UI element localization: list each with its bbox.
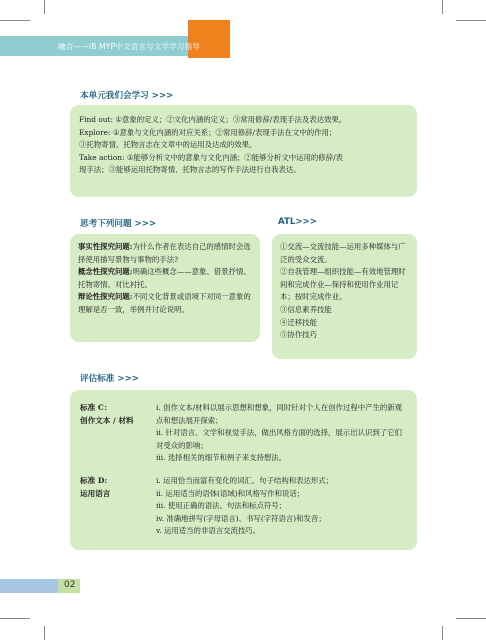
criterion-item: i. 运用恰当而富有变化的词汇、句子结构和表达形式；	[156, 475, 334, 485]
criterion-item: ii. 运用适当的语体(语域)和风格写作和说话；	[156, 488, 305, 498]
criterion-label: 标准 D:	[80, 475, 108, 485]
crop-mark	[442, 626, 443, 640]
learn-line: ③托物寄情、托物言志在文章中的运用及达成的效果。	[79, 140, 257, 150]
criterion-d	[80, 475, 407, 538]
criterion-item: iv. 准确地拼写(字母语言)、书写(字符语言)和发音；	[156, 513, 326, 523]
criterion-label: 标准 C：	[80, 403, 112, 412]
atl-item: ②自我管理—组织技能—有效地管理时间和完成作业—保持和使用作业用记本；按时完成作业。	[280, 267, 406, 302]
question-label: 事实性探究问题:	[78, 242, 133, 251]
atl-item: ⑤协作技巧	[280, 330, 317, 340]
learn-line: Take action: ①能够分析文中的意象与文化内涵；②能够分析文中运用的修辞/表	[79, 152, 343, 162]
learn-heading: 本单元我们会学习 >>>	[80, 91, 174, 101]
atl-heading: ATL>>>	[278, 217, 317, 227]
crop-mark	[456, 20, 486, 21]
atl-item: ③信息素养技能	[280, 304, 332, 314]
criterion-item: ii. 针对语言、文学和视觉手法，做出风格方面的选择，展示出认识到了它们对受众的影响；	[156, 428, 402, 450]
criterion-c	[80, 402, 407, 465]
crop-mark	[44, 626, 45, 640]
learn-line: Explore: ①意象与文化内涵的对应关系；②常用修辞/表现手法在文中的作用；	[79, 127, 337, 137]
criterion-item: iii. 使用正确的语法、句法和标点符号；	[156, 501, 287, 511]
criteria-box	[70, 390, 417, 550]
question-text: 为什么作者在表达自己的感情时会选择使用描写景物与事物的手法?	[78, 242, 251, 264]
questions-box	[70, 234, 260, 342]
crop-mark	[0, 20, 30, 21]
crop-mark	[456, 618, 486, 619]
criterion-item: v. 运用适当的非语言交流技巧。	[156, 526, 261, 536]
crop-mark	[44, 0, 45, 14]
criteria-heading: 评估标准 >>>	[80, 374, 139, 384]
crop-mark	[442, 0, 443, 14]
question-item	[78, 241, 252, 266]
criterion-item: iii. 选择相关的细节和例子来支持想法。	[156, 453, 287, 463]
atl-box	[272, 234, 417, 359]
questions-heading: 思考下列问题 >>>	[80, 219, 157, 229]
atl-item: ④迁移技能	[280, 317, 317, 327]
criterion-sublabel: 运用语言	[80, 488, 111, 498]
question-item	[78, 266, 252, 291]
header-tab	[188, 20, 230, 58]
question-label: 辩论性探究问题:	[78, 292, 133, 302]
crop-mark	[0, 618, 30, 619]
question-item	[78, 291, 252, 316]
question-label: 概念性探究问题:	[78, 267, 133, 277]
criterion-sublabel: 创作文本 / 材料	[80, 415, 134, 425]
learn-line: Find out: ①意象的定义；②文化内涵的定义；③常用修辞/表现手法及表达效果。	[79, 115, 347, 124]
header-title: 融合——IB MYP中文语言与文学学习指导	[58, 42, 201, 51]
atl-item: ①交流—交流技能—运用多种媒体与广泛的受众交流。	[280, 242, 406, 264]
learn-line: 现手法；③能够运用托物寄情、托物言志的写作手法进行自我表达。	[79, 165, 301, 175]
question-text: 明确这些概念——意象、借景抒情、托物寄情、对比衬托。	[78, 267, 251, 289]
page-tab-blue	[0, 579, 58, 593]
page-number: 02	[64, 580, 76, 590]
question-text: 不同文化背景或语境下对同一意象的理解是否一致，举例并讨论说明。	[78, 292, 251, 314]
learn-box	[70, 105, 417, 197]
criterion-item: i. 创作文本/材料以展示思想和想象，同时针对个人在创作过程中产生的新观点和想法展开探索；	[156, 403, 403, 425]
